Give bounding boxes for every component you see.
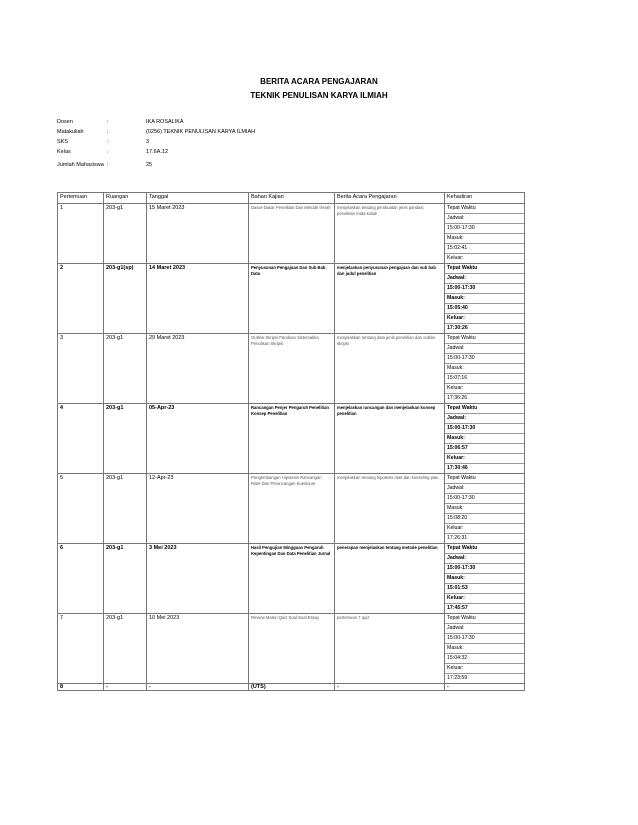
kehadiran-line: 15:08:20 [445,514,524,524]
info-row-sks [57,137,255,147]
cell-ruangan: 203-g1 [104,474,147,544]
cell-kehadiran [445,474,525,544]
table-row [58,404,525,474]
cell-tanggal: 14 Maret 2023 [147,264,249,334]
cell-ruangan: 203-g1 [104,204,147,264]
berita-text: menjelaskan penyusunan pengajuan dan sub bab dan judul penelitian [337,265,436,276]
kehadiran-line: 17:23:59 [447,675,468,681]
cell-berita: - [335,684,445,691]
cell-tanggal: 10 Mei 2023 [147,614,249,684]
kehadiran-line: 15:00-17:30 [445,284,524,294]
kehadiran-line: Keluar: [445,524,524,534]
berita-text: menjelaskan rancangan dan menjelaskan konsep penelitian [337,405,436,416]
info-colon: : [107,119,109,125]
cell-kehadiran [445,264,525,334]
kehadiran-line: Keluar: [445,314,524,324]
cell-bahan [249,334,335,404]
bahan-text: Pengembangan Hipotesis Rancangan Riset Dan Perancangan Kuesioner [251,475,322,486]
cell-berita [335,264,445,334]
kehadiran-line: 15:06:57 [445,444,524,454]
cell-berita [335,204,445,264]
kehadiran-line: 17:30:26 [447,325,468,331]
kehadiran-line: Masuk: [445,644,524,654]
info-colon: : [107,149,109,155]
cell-ruangan: 203-g1 [104,544,147,614]
header-kehadiran: Kehadiran [445,193,525,204]
kehadiran-line: Jadwal: [445,274,524,284]
kehadiran-line: Masuk: [445,574,524,584]
cell-kehadiran [445,404,525,474]
cell-bahan [249,404,335,474]
info-value: 25 [146,161,153,168]
kehadiran-line: 15:00-17:30 [445,354,524,364]
kehadiran-line: 15:00-17:30 [445,564,524,574]
table-row [58,264,525,334]
bahan-text: Outline Skripsi Panduan Sistematika Penulisan Skripsi [251,335,319,346]
cell-ruangan: 203-g1 [104,614,147,684]
kehadiran-line: Masuk: [445,434,524,444]
info-key: Matakuliah [57,129,84,135]
cell-kehadiran [445,614,525,684]
cell-bahan [249,264,335,334]
info-colon: : [107,161,109,168]
table-row [58,334,525,404]
header-pertemuan: Pertemuan [58,193,104,204]
course-info [57,117,255,173]
bahan-text: Hasil Pengujian Mingguan Pengaruh Kepentingan Dan Data Penelitian Jurnal [251,545,331,556]
info-row-matakuliah [57,127,255,137]
kehadiran-line: Masuk: [445,294,524,304]
info-colon: : [107,129,109,135]
kehadiran-line: Keluar: [447,255,464,261]
kehadiran-line: Tepat Waktu [445,204,524,214]
kehadiran-line: Tepat Waktu [445,614,524,624]
cell-ruangan: 203-g1 [104,334,147,404]
info-key: Jumlah Mahasiswa [57,161,104,168]
cell-pertemuan: 2 [58,264,104,334]
berita-text: menjelaskan tentang hipotesis riset dan konseling plan [337,475,439,480]
info-colon: : [107,139,109,145]
table-row [58,614,525,684]
kehadiran-line: Jadwal: [445,344,524,354]
info-row-kelas [57,147,255,157]
header-bahan-kajian: Bahan Kajian [249,193,335,204]
kehadiran-line: 15:00-17:30 [445,634,524,644]
kehadiran-line: 15:01:53 [445,584,524,594]
cell-pertemuan: 5 [58,474,104,544]
kehadiran-line: 15:00-17:30 [445,494,524,504]
cell-berita [335,404,445,474]
kehadiran-line: Jadwal: [445,414,524,424]
berita-text: menjelaskan tentang data jenis penelitian dan outline skripsi [337,335,436,346]
table-row-last [58,684,525,691]
info-key: Dosen [57,119,73,125]
table-row [58,204,525,264]
cell-bahan [249,544,335,614]
cell-tanggal: 3 Mei 2023 [147,544,249,614]
cell-bahan [249,474,335,544]
kehadiran-line: Jadwal: [445,624,524,634]
kehadiran-line: Keluar: [445,664,524,674]
cell-ruangan: 203-g1 [104,404,147,474]
cell-bahan [249,204,335,264]
cell-kehadiran [445,204,525,264]
cell-tanggal: - [147,684,249,691]
cell-berita [335,474,445,544]
kehadiran-line: Tepat Waktu [445,404,524,414]
kehadiran-line: Masuk: [445,234,524,244]
kehadiran-line: 15:05:40 [445,304,524,314]
cell-berita [335,544,445,614]
bahan-text: Rancangan Penjer Pengaruh Penelitian Konsep Penelitian [251,405,329,416]
berita-text: penerapan menjelaskan tentang metode penelitian [337,545,438,550]
bahan-text: Dasar-Dasar Penelitian Dan Metode Ilmiah [251,205,331,210]
info-value: (0256) TEKNIK PENULISAN KARYA ILMIAH [146,129,256,135]
header-ruangan: Ruangan [104,193,147,204]
kehadiran-line: 15:07:16 [445,374,524,384]
bahan-text: Review Materi Quiz Soal-Soal Essay [251,615,320,620]
info-row-dosen [57,117,255,127]
kehadiran-line: Tepat Waktu [445,334,524,344]
table-row [58,544,525,614]
cell-ruangan: - [104,684,147,691]
kehadiran-line: 15:02:41 [445,244,524,254]
cell-tanggal: 12-Apr-23 [147,474,249,544]
info-row-jumlah [57,157,255,173]
cell-berita [335,614,445,684]
cell-pertemuan: 6 [58,544,104,614]
cell-tanggal: 05-Apr-23 [147,404,249,474]
title-line-1: BERITA ACARA PENGAJARAN [260,77,378,86]
kehadiran-line: Keluar: [445,594,524,604]
kehadiran-line: Tepat Waktu [445,264,524,274]
kehadiran-line: Masuk: [445,364,524,374]
kehadiran-line: Jadwal: [445,484,524,494]
kehadiran-line: Tepat Waktu [445,474,524,484]
kehadiran-line: Jadwal: [445,554,524,564]
header-tanggal: Tanggal [147,193,249,204]
info-value: 3 [146,139,150,145]
cell-pertemuan: 8 [58,684,104,691]
table-row [58,474,525,544]
kehadiran-line: Masuk: [445,504,524,514]
attendance-table [57,192,525,691]
kehadiran-line: 17:45:57 [447,605,468,611]
cell-pertemuan: 1 [58,204,104,264]
table-header-row [58,193,525,204]
berita-text: menjelaskan tentang pembuatan jenis pondasi penelitian mata kuliah [337,205,424,216]
cell-berita [335,334,445,404]
kehadiran-line: 17:26:31 [447,535,468,541]
header-berita-acara: Berita Acara Pengajaran [335,193,445,204]
info-key: SKS [57,139,69,145]
info-key: Kelas [57,149,71,155]
kehadiran-line: 15:04:32 [445,654,524,664]
kehadiran-line: Tepat Waktu [445,544,524,554]
kehadiran-line: 17:30:46 [447,465,468,471]
cell-tanggal: 15 Maret 2023 [147,204,249,264]
title-line-2: TEKNIK PENULISAN KARYA ILMIAH [250,91,388,100]
cell-bahan: (UTS) [249,684,335,691]
info-value: IKA ROSALIKA [146,119,184,125]
kehadiran-line: 17:36:26 [447,395,468,401]
kehadiran-line: Keluar: [445,454,524,464]
cell-pertemuan: 7 [58,614,104,684]
kehadiran-line: Keluar: [445,384,524,394]
kehadiran-line: 15:00-17:30 [445,224,524,234]
info-value: 17.6A.12 [146,149,169,155]
berita-text: pertemuan 7 quiz [337,615,370,620]
cell-kehadiran [445,544,525,614]
cell-ruangan: 203-g1(sp) [104,264,147,334]
cell-pertemuan: 3 [58,334,104,404]
bahan-text: Penyusunan Pengajuan Dan Sub Bab Data [251,265,326,276]
kehadiran-line: Jadwal: [445,214,524,224]
cell-kehadiran: - [445,684,525,691]
kehadiran-line: 15:00-17:30 [445,424,524,434]
cell-bahan [249,614,335,684]
cell-kehadiran [445,334,525,404]
cell-pertemuan: 4 [58,404,104,474]
cell-tanggal: 29 Maret 2023 [147,334,249,404]
